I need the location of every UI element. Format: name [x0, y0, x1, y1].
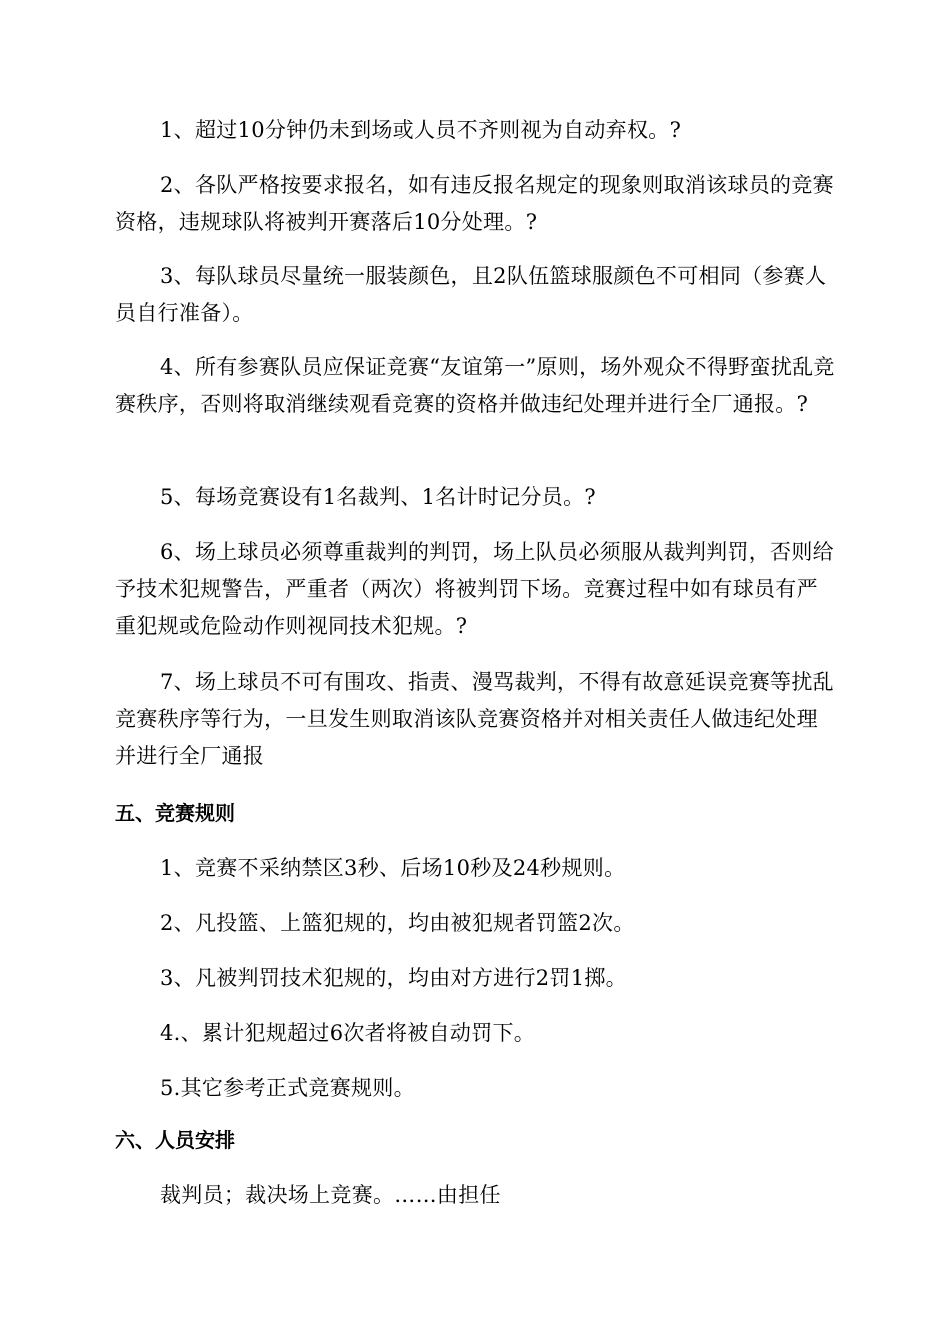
rule-item-3: 3、每队球员尽量统一服装颜色，且2队伍篮球服颜色不可相同（参赛人员自行准备）。 — [115, 264, 827, 325]
rule-item-5: 5、每场竞赛设有1名裁判、1名计时记分员。? — [160, 485, 596, 509]
rule-item-1: 1、超过10分钟仍未到场或人员不齐则视为自动弃权。? — [160, 118, 682, 142]
rule-item-7: 7、场上球员不可有围攻、指责、漫骂裁判，不得有故意延误竞赛等扰乱竞赛秩序等行为，一旦发生则取消该队竞赛资格并对相关责任人做违纪处理并进行全厂通报 — [115, 670, 834, 768]
rule-item-4: 4、所有参赛队员应保证竞赛“友谊第一”原则，场外观众不得野蛮扰乱竞赛秩序，否则将取消继续观看竞赛的资格并做违纪处理并进行全厂通报。? — [115, 355, 835, 416]
competition-rule-2: 2、凡投篮、上篮犯规的，均由被犯规者罚篮2次。 — [160, 911, 635, 935]
rule-item-2: 2、各队严格按要求报名，如有违反报名规定的现象则取消该球员的竞赛资格，违规球队将被判开赛落后10分处理。? — [115, 173, 834, 234]
rule-item-6: 6、场上球员必须尊重裁判的判罚，场上队员必须服从裁判判罚，否则给予技术犯规警告，严重者（两次）将被判罚下场。竞赛过程中如有球员有严重犯规或危险动作则视同技术犯规。? — [115, 540, 834, 638]
competition-rule-4: 4.、累计犯规超过6次者将被自动罚下。 — [160, 1021, 536, 1045]
competition-rule-1: 1、竞赛不采纳禁区3秒、后场10秒及24秒规则。 — [160, 856, 626, 880]
competition-rule-5: 5.其它参考正式竞赛规则。 — [160, 1076, 415, 1100]
section-heading-competition-rules: 五、竞赛规则 — [115, 801, 235, 825]
competition-rule-3: 3、凡被判罚技术犯规的，均由对方进行2罚1掷。 — [160, 966, 627, 990]
staffing-item-referee: 裁判员；裁决场上竞赛。……由担任 — [160, 1183, 501, 1207]
section-heading-staffing: 六、人员安排 — [115, 1128, 235, 1152]
